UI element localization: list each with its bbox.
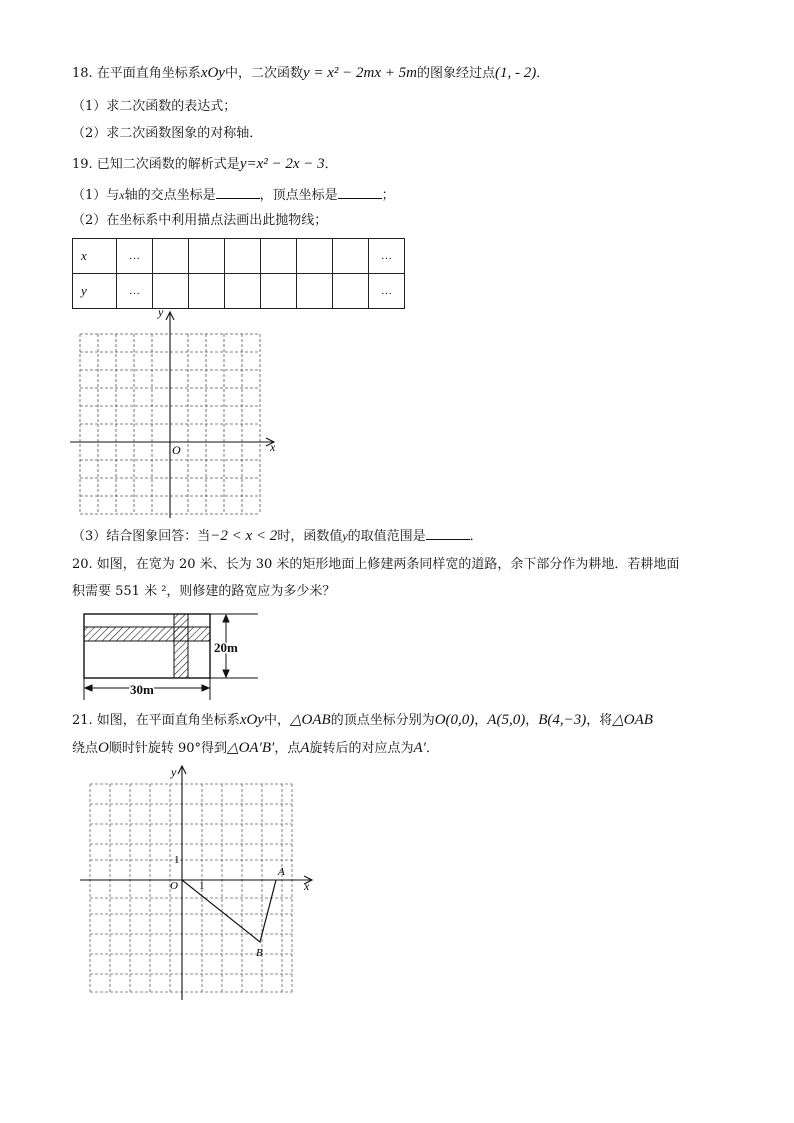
coord-system-label: xOy: [200, 65, 225, 81]
q21-line1: 21. 如图，在平面直角坐标系xOy中，△OAB的顶点坐标分别为O(0,0)，A(5,0)，B(4,−3)，将△OAB: [72, 712, 653, 728]
table-cell: [153, 239, 189, 274]
q18-function: y = x² − 2mx + 5m: [302, 65, 417, 81]
arrow-left-icon: [85, 685, 92, 691]
table-cell: …: [369, 274, 405, 309]
q20-line2: 积需要 551 米 ²，则修建的路宽应为多少米？: [72, 584, 336, 599]
q21-coordinate-grid: [78, 762, 318, 1004]
q19-sub1: （1）与x轴的交点坐标是 ，顶点坐标是 ；: [72, 188, 395, 203]
table-cell: [333, 274, 369, 309]
tick-label-x1: 1: [199, 880, 205, 892]
q18-sub1: （1）求二次函数的表达式；: [72, 99, 237, 114]
origin-label: O: [170, 880, 178, 892]
table-cell: [297, 239, 333, 274]
table-cell: y: [73, 274, 117, 309]
q19-sub2: （2）在坐标系中利用描点法画出此抛物线；: [72, 213, 328, 228]
q19-coordinate-grid: [66, 304, 286, 519]
value-table: [72, 238, 405, 309]
origin-label: O: [172, 443, 181, 457]
q18-point: (1, - 2): [495, 65, 537, 81]
field-rect: [84, 614, 210, 678]
width-label: 20m: [214, 640, 238, 655]
answer-blank[interactable]: [338, 186, 382, 199]
point-label-B: B: [256, 947, 263, 959]
arrow-up-icon: [223, 615, 229, 622]
point-label-A: A: [278, 866, 285, 878]
y-axis-label: y: [171, 765, 177, 779]
table-cell: x: [73, 239, 117, 274]
q20-line1: 20. 如图，在宽为 20 米、长为 30 米的矩形地面上修建两条同样宽的道路，余下部分作为耕地．若耕地面: [72, 557, 680, 572]
q20-field-diagram: [78, 608, 258, 700]
table-row: [73, 239, 405, 274]
vertical-road: [174, 614, 188, 678]
x-axis-label: x: [270, 440, 276, 454]
table-cell: [297, 274, 333, 309]
table-cell: …: [117, 274, 153, 309]
table-cell: …: [369, 239, 405, 274]
q19-stem: 19. 已知二次函数的解析式是y=x² − 2x − 3．: [72, 156, 338, 172]
arrow-right-icon: [202, 685, 209, 691]
q18-stem: 18. 在平面直角坐标系xOy中，二次函数y = x² − 2mx + 5m的图象经过点(1, - 2)．: [72, 65, 550, 81]
q18-sub2: （2）求二次函数图象的对称轴．: [72, 126, 263, 141]
length-label: 30m: [130, 682, 154, 697]
y-axis-label: y: [158, 305, 164, 319]
table-cell: [225, 239, 261, 274]
answer-blank[interactable]: [426, 527, 470, 540]
tick-label-y1: 1: [174, 854, 180, 866]
x-axis-label: x: [304, 879, 310, 893]
q19-sub3: （3）结合图象回答：当−2 < x < 2时，函数值y的取值范围是 ．: [72, 528, 483, 544]
table-cell: [333, 239, 369, 274]
arrow-down-icon: [223, 670, 229, 677]
table-cell: [261, 239, 297, 274]
table-cell: [189, 239, 225, 274]
answer-blank[interactable]: [216, 186, 260, 199]
horizontal-road: [84, 627, 210, 641]
q21-line2: 绕点O顺时针旋转 90°得到△OA′B′，点A旋转后的对应点为A′．: [72, 740, 439, 756]
table-cell: …: [117, 239, 153, 274]
q19-function: y=x² − 2x − 3: [239, 156, 325, 172]
